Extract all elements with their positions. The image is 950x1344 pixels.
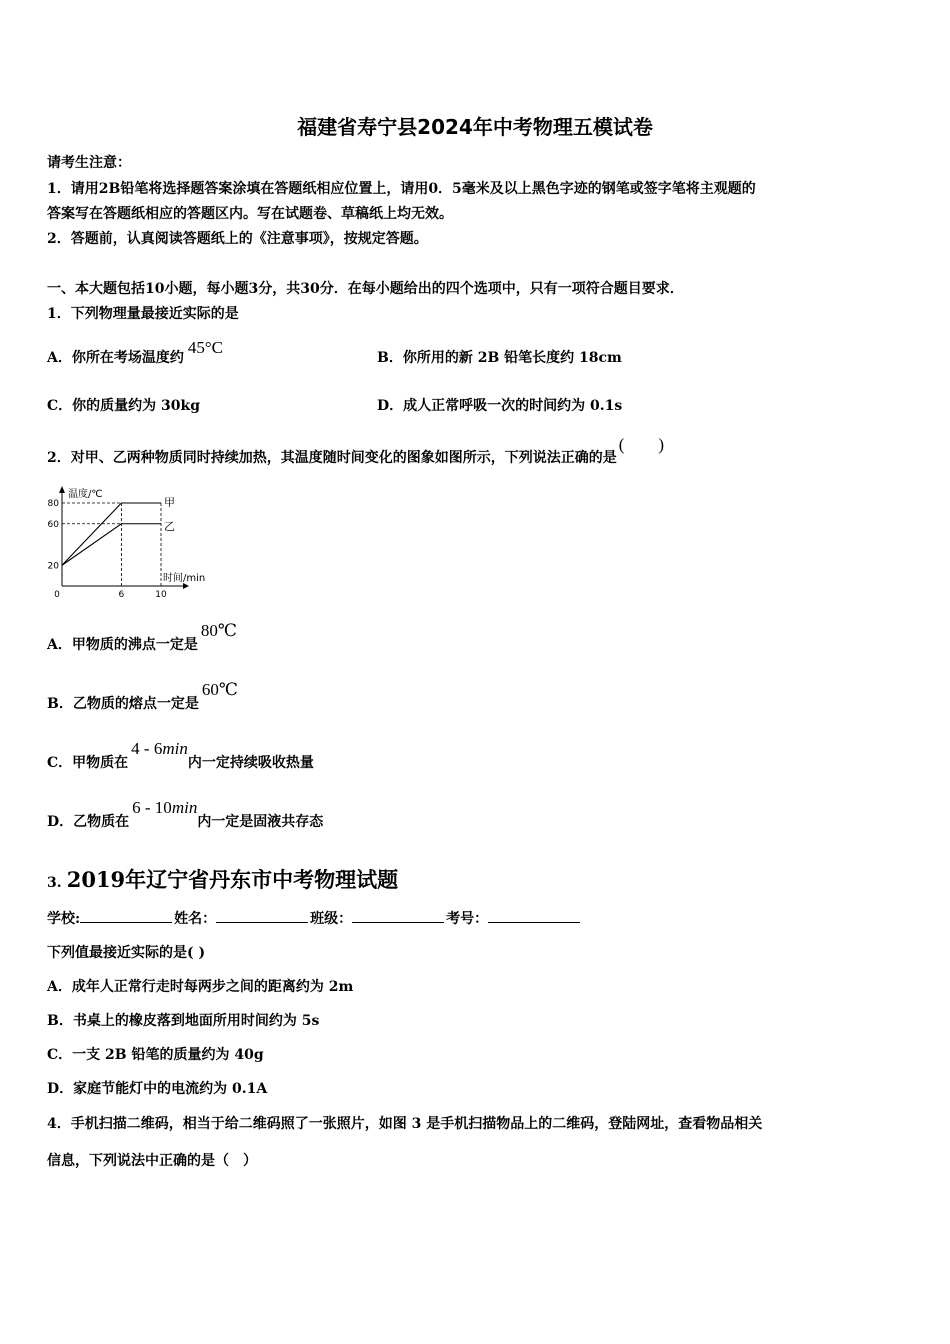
x-tick-label-10: 10 <box>155 590 167 598</box>
q2-option-c <box>47 739 314 772</box>
q1-option-c: C．你的质量约为 30kg <box>47 398 200 414</box>
series-line-jia <box>62 503 161 565</box>
q4-stem-line-2: 信息，下列说法中正确的是（ ） <box>47 1153 257 1169</box>
q2-option-c-tail: 内一定持续吸收热量 <box>187 755 314 771</box>
q2-option-d-text: D．乙物质在 <box>47 814 130 830</box>
y-tick-label-20: 20 <box>47 561 59 572</box>
school-label: 学校: <box>47 911 81 927</box>
q3-stem: 下列值最接近实际的是( ) <box>47 945 206 961</box>
q2-answer-paren: ( ) <box>618 435 665 454</box>
series-label-yi: 乙 <box>164 519 175 533</box>
q2-option-b <box>47 680 238 713</box>
q2-option-c-range: 4 - 6 <box>131 739 163 758</box>
notice-heading: 请考生注意： <box>47 155 131 171</box>
q3-heading <box>47 864 398 894</box>
series-line-yi <box>62 524 161 566</box>
section-1-heading: 一、本大题包括10小题，每小题3分，共30分．在每小题给出的四个选项中，只有一项符合题目要求． <box>47 281 684 297</box>
q2-option-c-math <box>131 739 188 758</box>
q3-title: 2019年辽宁省丹东市中考物理试题 <box>66 867 399 892</box>
class-label: 班级： <box>310 911 353 927</box>
q2-option-a <box>47 621 237 654</box>
q2-stem-text: 2．对甲、乙两种物质同时持续加热，其温度随时间变化的图象如图所示，下列说法正确的是 <box>47 450 617 466</box>
notice-line-1b: 答案写在答题纸相应的答题区内。写在试题卷、草稿纸上均无效。 <box>47 206 453 222</box>
class-blank[interactable] <box>352 908 444 923</box>
q3-number: 3. <box>47 875 62 891</box>
temperature-time-chart <box>40 483 220 598</box>
q2-option-a-text: A．甲物质的沸点一定是 <box>47 637 198 653</box>
q2-option-b-math: 60℃ <box>201 680 238 699</box>
q2-option-d-unit: min <box>171 798 198 817</box>
name-blank[interactable] <box>216 908 308 923</box>
q2-option-c-text: C．甲物质在 <box>47 755 129 771</box>
q3-option-c: C．一支 2B 铅笔的质量约为 40g <box>47 1047 264 1063</box>
q3-option-d: D．家庭节能灯中的电流约为 0.1A <box>47 1081 268 1097</box>
exam-no-label: 考号： <box>446 911 489 927</box>
q1-option-a <box>47 338 224 367</box>
y-tick-label-80: 80 <box>47 499 59 509</box>
school-blank[interactable] <box>80 908 172 923</box>
q3-option-b: B．书桌上的橡皮落到地面所用时间约为 5s <box>47 1013 320 1029</box>
q1-option-a-math: 45°C <box>187 338 224 357</box>
name-label: 姓名： <box>174 911 217 927</box>
y-axis-arrow <box>59 486 65 493</box>
notice-line-2: 2．答题前，认真阅读答题纸上的《注意事项》，按规定答题。 <box>47 231 428 247</box>
q4-stem-line-1: 4．手机扫描二维码，相当于给二维码照了一张照片，如图 3 是手机扫描物品上的二维码，登陆网址，查看物品相关 <box>47 1116 763 1132</box>
q2-option-d-tail: 内一定是固液共存态 <box>197 814 324 830</box>
q2-option-c-unit: min <box>162 739 188 758</box>
q3-option-a: A．成年人正常行走时每两步之间的距离约为 2m <box>47 979 354 995</box>
q2-option-d-range: 6 - 10 <box>132 798 172 817</box>
q2-option-d <box>47 798 324 831</box>
q1-stem: 1．下列物理量最接近实际的是 <box>47 306 239 322</box>
y-tick-label-60: 60 <box>47 519 59 530</box>
exam-no-blank[interactable] <box>488 908 580 923</box>
q3-info-line <box>47 908 582 928</box>
q1-option-a-text: A．你所在考场温度约 <box>47 350 184 366</box>
q2-option-d-math <box>132 798 197 817</box>
y-axis-label: 温度/℃ <box>68 489 103 500</box>
x-tick-label-0: 0 <box>54 590 60 598</box>
notice-line-1: 1．请用2B铅笔将选择题答案涂填在答题纸相应位置上，请用0．5毫米及以上黑色字迹的钢笔或签字笔将主观题的 <box>47 181 756 197</box>
q2-option-a-math: 80℃ <box>200 621 237 640</box>
series-label-jia: 甲 <box>164 496 175 509</box>
q1-option-b: B．你所用的新 2B 铅笔长度约 18cm <box>377 350 622 366</box>
q2-option-b-text: B．乙物质的熔点一定是 <box>47 696 199 712</box>
q2-stem <box>47 435 665 467</box>
q1-option-d: D．成人正常呼吸一次的时间约为 0.1s <box>377 398 623 414</box>
x-tick-label-6: 6 <box>118 590 125 598</box>
page-title: 福建省寿宁县2024年中考物理五模试卷 <box>297 115 653 139</box>
x-axis-label: 时间/min <box>163 573 206 584</box>
